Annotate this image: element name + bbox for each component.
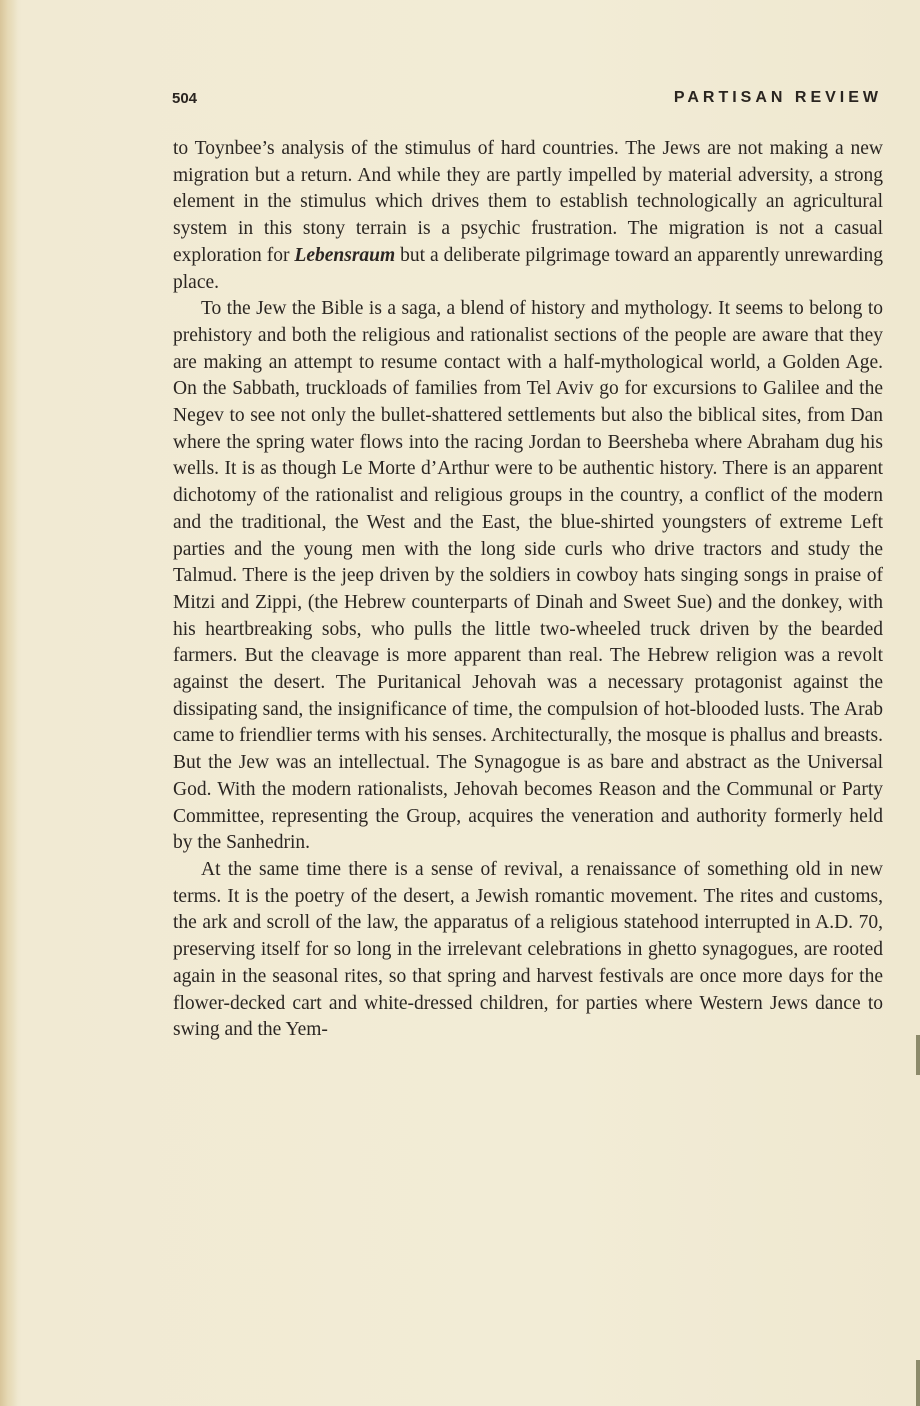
page-edge-mark [916, 1035, 920, 1075]
paragraph-2 [173, 296, 883, 857]
paragraph-1 [173, 136, 883, 296]
paragraph-text: but a deliberate pilgrimage toward an apparently unrewarding place. [173, 244, 883, 293]
page-header [172, 90, 882, 114]
emphasized-word: Lebensraum [294, 244, 396, 266]
paragraph-text: to Toynbee’s analysis of the stimulus of hard countries. The Jews are not making a new migration but a return. And while they are partly impelled by material adversity, a strong element in the stimulus which drives them to establish technologically an agricultural system in this stony terrain is a psychic frustration. The migration is not a casual exploration for [173, 138, 883, 266]
page-number: 504 [172, 90, 198, 107]
page-spine-shadow [0, 0, 18, 1406]
paragraph-text: To the Jew the Bible is a saga, a blend of history and mythology. It seems to belong to prehistory and both the religious and rationalist sections of the people are aware that they are making an attempt to resume contact with a half-mythological world, a Golden Age. On the Sabbath, truckloads of families from Tel Aviv go for excursions to Galilee and the Negev to see not only the bullet-shattered settlements but also the biblical sites, from Dan where the spring water flows into the racing Jordan to Beersheba where Abraham dug his wells. It is as though Le Morte d’Arthur were to be authentic history. There is an apparent dichotomy of the rationalist and religious groups in the country, a conflict of the modern and the traditional, the West and the East, the blue-shirted youngsters of extreme Left parties and the young men with the long side curls who drive tractors and study the Talmud. There is the jeep driven by the soldiers in cowboy hats singing songs in praise of Mitzi and Zippi, (the Hebrew counterparts of Dinah and Sweet Sue) and the donkey, with his heartbreaking sobs, who pulls the little two-wheeled truck driven by the bearded farmers. But the cleavage is more apparent than real. The Hebrew religion was a revolt against the desert. The Puritanical Jehovah was a necessary protagonist against the dissipating sand, the insignificance of time, the compulsion of hot-blooded lusts. The Arab came to friendlier terms with his senses. Architecturally, the mosque is phallus and breasts. But the Jew was an intellectual. The Synagogue is as bare and abstract as the Universal God. With the modern rationalists, Jehovah becomes Reason and the Communal or Party Committee, representing the Group, acquires the veneration and authority formerly held by the Sanhedrin. [173, 298, 883, 854]
paragraph-text: At the same time there is a sense of revival, a renaissance of something old in new terms. It is the poetry of the desert, a Jewish romantic movement. The rites and customs, the ark and scroll of the law, the apparatus of a religious statehood interrupted in A.D. 70, preserving itself for so long in the irrelevant celebrations in ghetto synagogues, are rooted again in the seasonal rites, so that spring and harvest festivals are once more days for the flower-decked cart and white-dressed children, for parties where Western Jews dance to swing and the Yem- [173, 858, 883, 1041]
page-edge-mark [916, 1360, 920, 1406]
running-head: PARTISAN REVIEW [673, 89, 882, 106]
body-text [173, 136, 883, 1044]
paragraph-3 [173, 857, 883, 1044]
